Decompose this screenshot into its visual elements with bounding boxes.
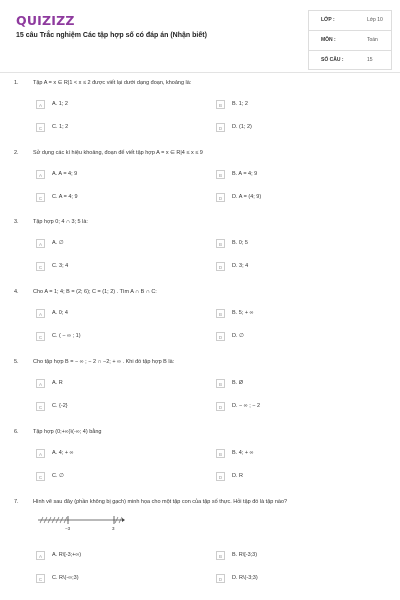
option-text: A. 0; 4 bbox=[52, 310, 68, 316]
meta-label: LỚP : bbox=[321, 17, 335, 23]
question-number: 7. bbox=[14, 499, 19, 505]
question-number: 2. bbox=[14, 150, 19, 156]
option-letter-box: A bbox=[36, 379, 45, 388]
option-letter-box: B bbox=[216, 100, 225, 109]
option-letter-box: D bbox=[216, 193, 225, 202]
question-text: Tập A = x ∈ R|1 < x ≤ 2 được viết lại dưới dạng đoạn, khoảng là: bbox=[33, 80, 192, 86]
option-text: D. R\(-3;3) bbox=[232, 575, 258, 581]
meta-row-count bbox=[309, 51, 391, 70]
label-minus-three: −3 bbox=[65, 526, 71, 531]
option-letter-box: A bbox=[36, 309, 45, 318]
option-text: C. {-2} bbox=[52, 403, 68, 409]
option-text: C. A = 4; 9 bbox=[52, 194, 78, 200]
option-letter-box: C bbox=[36, 193, 45, 202]
meta-label: MÔN : bbox=[321, 37, 336, 43]
question-number: 5. bbox=[14, 359, 19, 365]
option-letter-box: A bbox=[36, 239, 45, 248]
option-text: C. ∅ bbox=[52, 473, 64, 479]
option-letter-box: A bbox=[36, 449, 45, 458]
meta-row-subject bbox=[309, 31, 391, 51]
meta-value: Toán bbox=[367, 37, 378, 43]
option-text: A. R bbox=[52, 380, 63, 386]
option-letter-box: A bbox=[36, 100, 45, 109]
question-number: 4. bbox=[14, 289, 19, 295]
option-text: C. 3; 4 bbox=[52, 263, 69, 269]
option-letter-box: D bbox=[216, 472, 225, 481]
option-text: D. − ∞ ; − 2 bbox=[232, 403, 261, 409]
option-text: A. A = 4; 9 bbox=[52, 171, 78, 177]
meta-table bbox=[308, 10, 392, 70]
meta-label: SỐ CÂU : bbox=[321, 57, 344, 63]
option-letter-box: A bbox=[36, 170, 45, 179]
option-text: D. 3; 4 bbox=[232, 263, 249, 269]
question-number: 6. bbox=[14, 429, 19, 435]
option-letter-box: C bbox=[36, 402, 45, 411]
option-text: B. R\[-3;3) bbox=[232, 552, 258, 558]
option-text: B. 5; + ∞ bbox=[232, 310, 254, 316]
arrow-right-icon bbox=[122, 518, 125, 522]
option-letter-box: C bbox=[36, 574, 45, 583]
option-text: B. 0; 5 bbox=[232, 240, 248, 246]
meta-row-class bbox=[309, 11, 391, 31]
number-line-figure bbox=[36, 513, 126, 531]
option-letter-box: B bbox=[216, 309, 225, 318]
quizizz-logo: QUIZIZZ bbox=[16, 13, 75, 28]
question-text: Sử dụng các kí hiệu khoảng, đoạn để viết tập hợp A = x ∈ R|4 ≤ x ≤ 9 bbox=[33, 150, 203, 156]
header-divider bbox=[0, 72, 400, 73]
option-letter-box: B bbox=[216, 379, 225, 388]
meta-value: 15 bbox=[367, 57, 373, 63]
option-letter-box: C bbox=[36, 332, 45, 341]
question-number: 3. bbox=[14, 219, 19, 225]
option-text: A. 1; 2 bbox=[52, 101, 68, 107]
option-letter-box: C bbox=[36, 123, 45, 132]
page-title: 15 câu Trắc nghiệm Các tập hợp số có đáp án (Nhận biết) bbox=[16, 32, 207, 39]
label-three: 3 bbox=[112, 526, 115, 531]
question-text: Cho tập hợp B = − ∞ ; − 2 ∩ −2; + ∞ . Khi đó tập hợp B là: bbox=[33, 359, 175, 365]
option-text: B. A = 4; 9 bbox=[232, 171, 258, 177]
option-text: B. 4; + ∞ bbox=[232, 450, 254, 456]
question-text: Tập hợp (0;+∞)\(-∞; 4) bằng bbox=[33, 429, 102, 435]
option-letter-box: C bbox=[36, 262, 45, 271]
option-text: C. ( − ∞ ; 1) bbox=[52, 333, 81, 339]
option-letter-box: B bbox=[216, 551, 225, 560]
option-letter-box: D bbox=[216, 123, 225, 132]
option-text: A. R\[-3;+∞) bbox=[52, 552, 82, 558]
option-letter-box: D bbox=[216, 332, 225, 341]
option-text: D. ∅ bbox=[232, 333, 244, 339]
option-letter-box: B bbox=[216, 449, 225, 458]
option-letter-box: B bbox=[216, 239, 225, 248]
option-text: D. A = (4; 9) bbox=[232, 194, 262, 200]
option-letter-box: B bbox=[216, 170, 225, 179]
question-text: Tập hợp 0; 4 ∩ 3; 5 là: bbox=[33, 219, 88, 225]
option-text: A. ∅ bbox=[52, 240, 64, 246]
option-text: D. (1; 2) bbox=[232, 124, 252, 130]
option-text: C. 1; 2 bbox=[52, 124, 69, 130]
option-letter-box: C bbox=[36, 472, 45, 481]
question-text: Hình vẽ sau đây (phần không bị gạch) minh họa cho một tập con của tập số thực. Hỏi tập đó là tập nào? bbox=[33, 499, 288, 505]
option-text: A. 4; + ∞ bbox=[52, 450, 74, 456]
question-number: 1. bbox=[14, 80, 19, 86]
option-letter-box: D bbox=[216, 574, 225, 583]
header bbox=[0, 0, 400, 72]
option-letter-box: D bbox=[216, 262, 225, 271]
option-letter-box: D bbox=[216, 402, 225, 411]
question-text: Cho A = 1; 4; B = (2; 6); C = (1; 2) . Tìm A ∩ B ∩ C: bbox=[33, 289, 157, 295]
option-text: C. R\(-∞;3) bbox=[52, 575, 79, 581]
meta-value: Lớp 10 bbox=[367, 17, 383, 23]
option-letter-box: A bbox=[36, 551, 45, 560]
option-text: B. 1; 2 bbox=[232, 101, 248, 107]
option-text: D. R bbox=[232, 473, 243, 479]
option-text: B. Ø bbox=[232, 380, 244, 386]
